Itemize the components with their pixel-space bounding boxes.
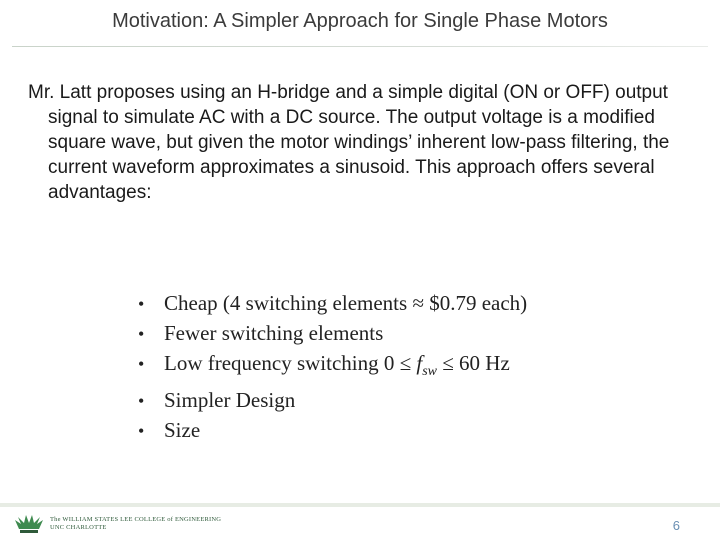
bullet-marker: • <box>138 421 145 442</box>
bullet-text: Size <box>164 418 201 443</box>
bullet-text: Simpler Design <box>164 388 296 413</box>
bullet-text: Fewer switching elements <box>164 321 384 345</box>
math-subscript: sw <box>422 364 438 380</box>
page-number: 6 <box>672 518 680 533</box>
title-divider <box>12 46 708 47</box>
list-item <box>138 319 527 349</box>
list-item <box>138 349 527 386</box>
advantages-list <box>138 289 527 446</box>
bullet-text: Cheap (4 switching elements ≈ $0.79 each) <box>164 291 528 315</box>
list-item <box>138 289 527 319</box>
bullet-marker: • <box>138 391 145 412</box>
math-symbol: f <box>416 351 423 375</box>
footer-band <box>0 503 720 507</box>
college-logo <box>12 514 221 534</box>
bullet-marker: • <box>138 324 145 344</box>
unc-charlotte-crown-logo-icon <box>12 514 46 534</box>
body-paragraph: Mr. Latt proposes using an H-bridge and a simple digital (ON or OFF) output signal to simulate AC with a DC source. The output voltage is a modified square wave, but given the motor windings’ inherent low-pass filtering, the current waveform approximates a sinusoid. This approach offers several advantages: <box>28 82 670 203</box>
bullet-text-suffix: ≤ 60 Hz <box>437 351 510 375</box>
bullet-text-prefix: Low frequency switching 0 ≤ <box>164 351 417 375</box>
bullet-text <box>164 349 510 386</box>
slide-title: Motivation: A Simpler Approach for Single Phase Motors <box>112 10 608 32</box>
list-item <box>138 386 527 416</box>
list-item <box>138 416 527 446</box>
bullet-marker: • <box>138 354 145 374</box>
bullet-marker: • <box>138 294 145 314</box>
logo-line-1: The WILLIAM STATES LEE COLLEGE of ENGINEERING <box>50 516 222 523</box>
math-variable <box>416 351 438 380</box>
logo-line-2: UNC CHARLOTTE <box>50 524 107 531</box>
